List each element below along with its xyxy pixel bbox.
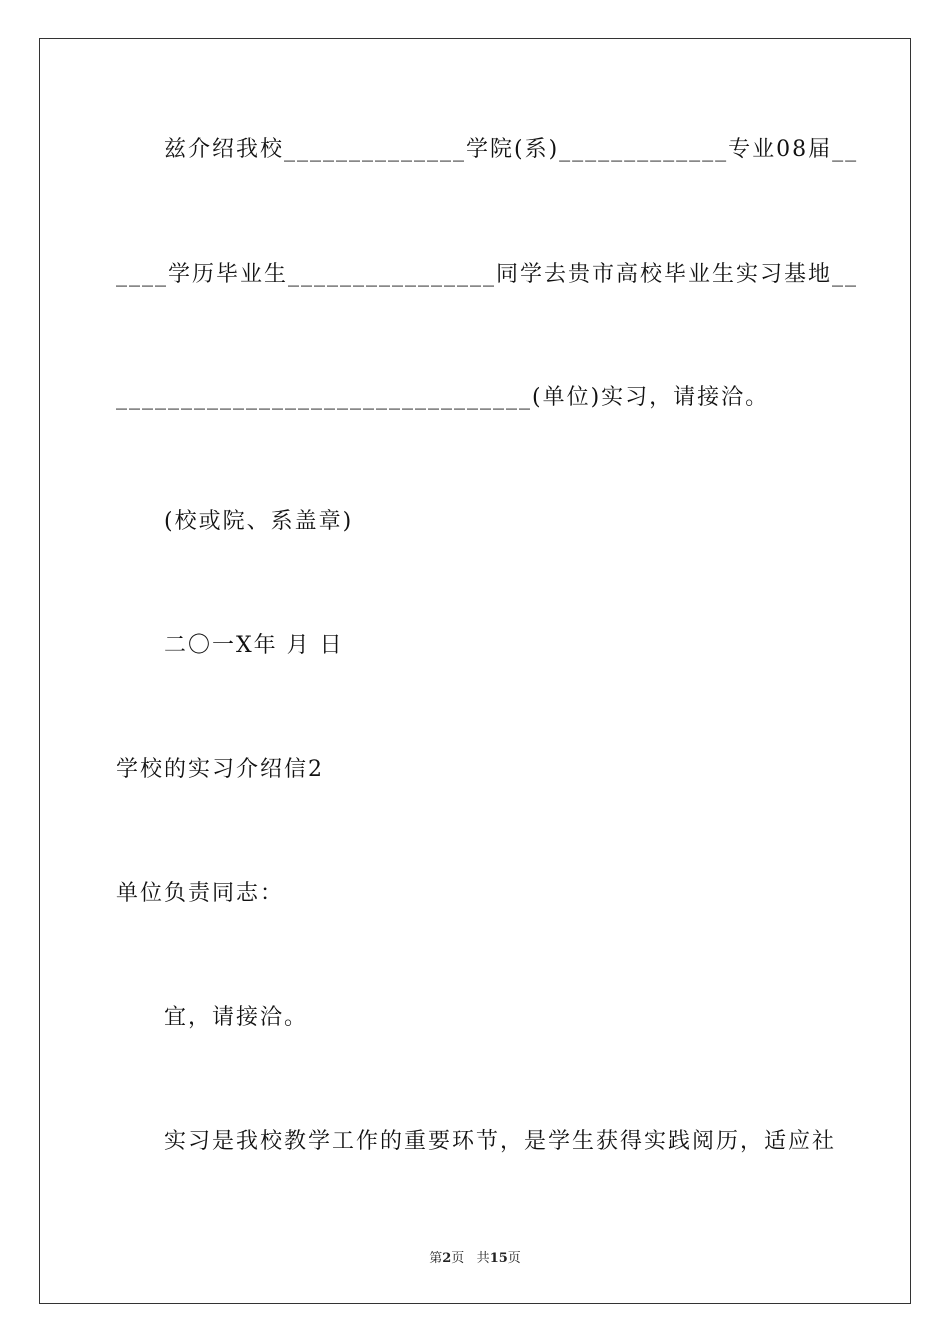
date-line: 二〇一X年 月 日: [164, 633, 344, 658]
intro-line-2: ____学历毕业生________________同学去贵市高校毕业生实习基地__: [116, 262, 859, 287]
section-title: 学校的实习介绍信2: [116, 757, 324, 782]
page-frame: [39, 38, 911, 1304]
intro-line-3: ________________________________(单位)实习，请接洽。: [116, 385, 770, 410]
intro-line-1: 兹介绍我校______________学院(系)_____________专业08届__: [164, 137, 859, 162]
footer-total-unit: 页: [507, 1251, 521, 1266]
salutation: 单位负责同志：: [116, 881, 285, 906]
footer-page-unit: 页: [451, 1251, 465, 1266]
body-line-2: 实习是我校教学工作的重要环节，是学生获得实践阅历，适应社: [164, 1129, 837, 1154]
footer-page-total: 15: [489, 1251, 508, 1266]
footer-page-prefix: 第: [429, 1251, 443, 1266]
seal-line: (校或院、系盖章): [164, 509, 354, 534]
page-footer: [0, 1247, 950, 1266]
footer-page-current: 2: [442, 1251, 452, 1266]
footer-total-prefix: 共: [476, 1251, 490, 1266]
body-line-1: 宜，请接洽。: [164, 1005, 309, 1030]
